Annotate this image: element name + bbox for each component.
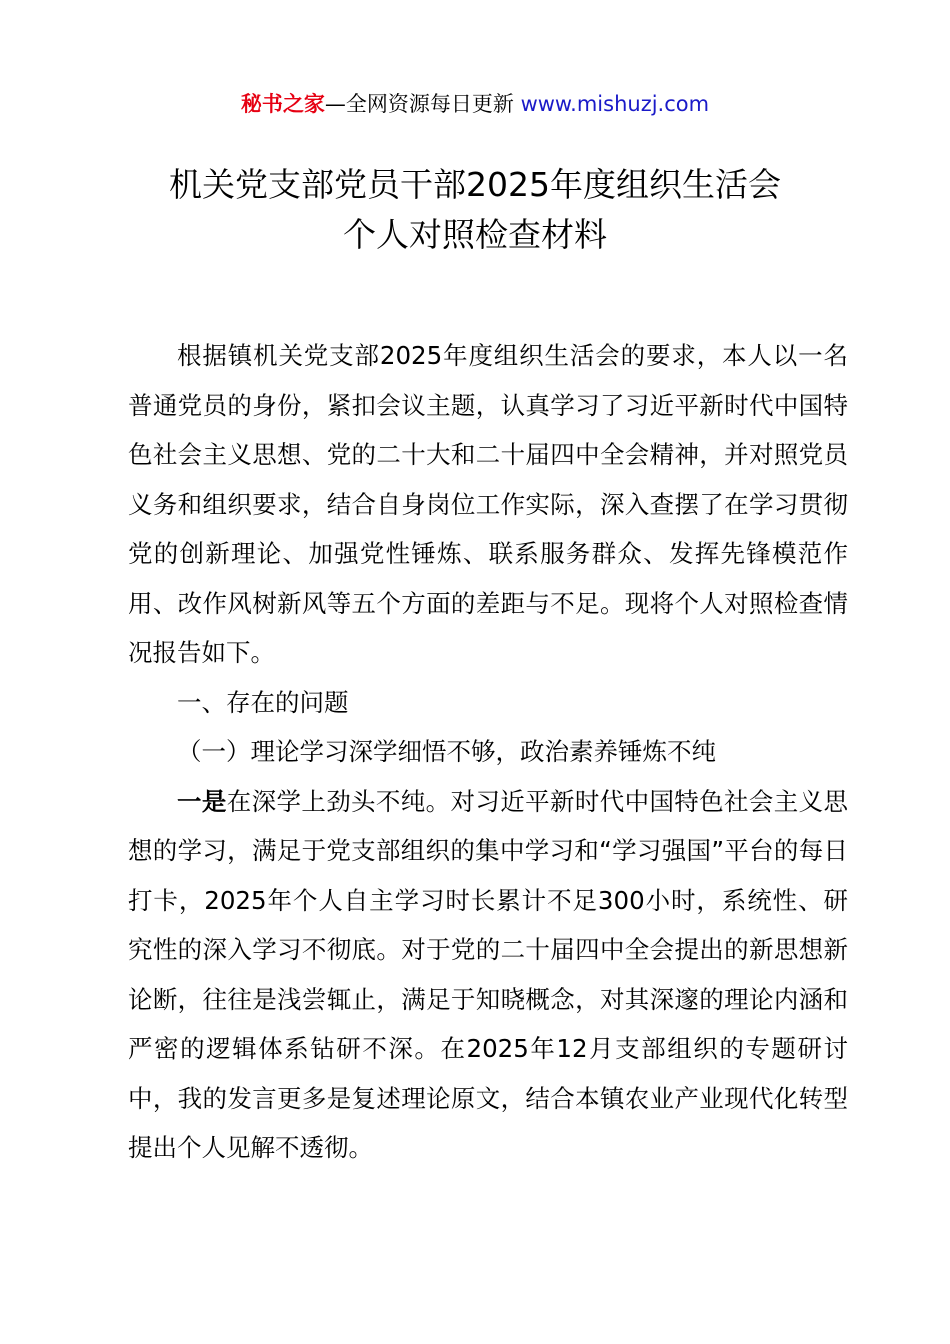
site-url-link[interactable]: www.mishuzj.com	[520, 92, 710, 116]
document-body	[128, 331, 848, 1173]
subsection-heading: （一）理论学习深学细悟不够，政治素养锤炼不纯	[177, 737, 716, 766]
point-paragraph	[128, 777, 848, 1173]
title-line-2: 个人对照检查材料	[343, 215, 607, 254]
intro-paragraph: 根据镇机关党支部2025年度组织生活会的要求，本人以一名普通党员的身份，紧扣会议主题，认真学习了习近平新时代中国特色社会主义思想、党的二十大和二十届四中全会精神，并对照党员义务和组织要求，结合自身岗位工作实际，深入查摆了在学习贯彻党的创新理论、加强党性锤炼、联系服务群众、发挥先锋模范作用、改作风树新风等五个方面的差距与不足。现将个人对照检查情况报告如下。	[128, 341, 848, 667]
document-title	[0, 160, 950, 260]
point-lead: 一是	[177, 786, 227, 816]
title-line-1: 机关党支部党员干部2025年度组织生活会	[169, 165, 781, 204]
site-header	[0, 86, 950, 122]
brand-name: 秘书之家	[240, 92, 325, 116]
section-heading: 一、存在的问题	[177, 687, 349, 717]
point-text: 在深学上劲头不纯。对习近平新时代中国特色社会主义思想的学习，满足于党支部组织的集中学习和“学习强国”平台的每日打卡，2025年个人自主学习时长累计不足300小时，系统性、研究性的深入学习不彻底。对于党的二十届四中全会提出的新思想新论断，往往是浅尝辄止，满足于知晓概念，对其深邃的理论内涵和严密的逻辑体系钻研不深。在2025年12月支部组织的专题研讨中，我的发言更多是复述理论原文，结合本镇农业产业现代化转型提出个人见解不透彻。	[128, 786, 849, 1162]
header-tagline: —全网资源每日更新	[324, 92, 521, 116]
